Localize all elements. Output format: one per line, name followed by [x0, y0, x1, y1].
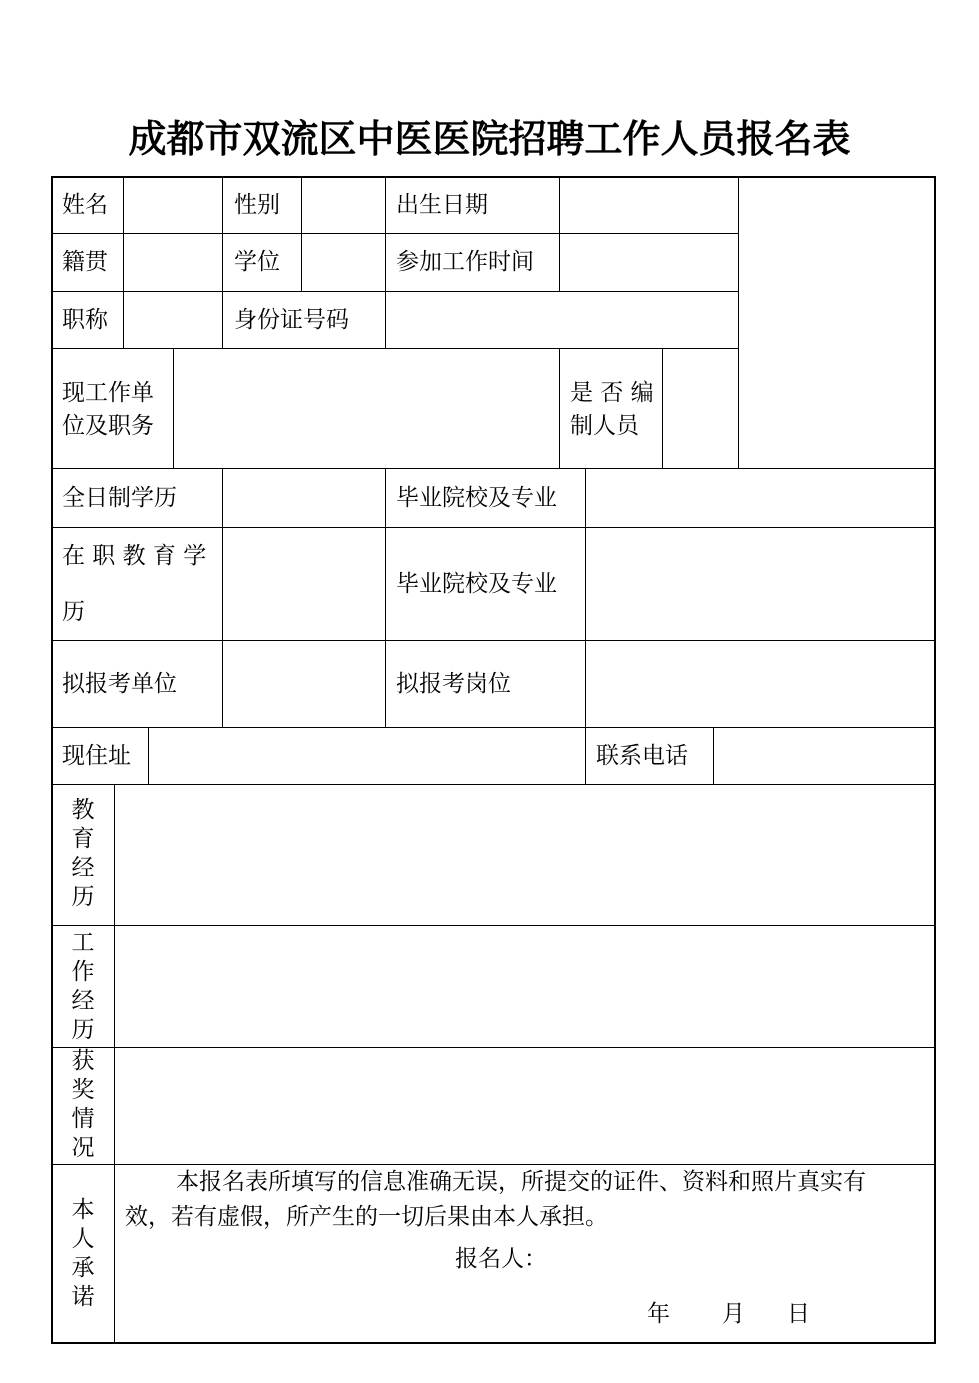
label-degree: 学位	[234, 249, 280, 275]
table-border-bottom	[51, 1342, 936, 1344]
name-field[interactable]	[124, 178, 222, 233]
label-birth-date: 出生日期	[396, 192, 488, 218]
title-rank-field[interactable]	[124, 292, 222, 348]
school-major-2-field[interactable]	[586, 528, 934, 640]
staff-field[interactable]	[663, 349, 738, 468]
label-staff-line1: 是 否 编	[570, 380, 654, 406]
label-id-number: 身份证号码	[234, 307, 349, 333]
label-school-major-2: 毕业院校及专业	[396, 571, 557, 597]
label-apply-unit: 拟报考单位	[62, 671, 177, 697]
label-school-major-1: 毕业院校及专业	[396, 485, 557, 511]
school-major-1-field[interactable]	[586, 469, 934, 527]
phone-field[interactable]	[714, 728, 934, 784]
label-work-start: 参加工作时间	[396, 249, 534, 275]
pledge-signer: 报名人：	[455, 1246, 547, 1272]
label-name: 姓名	[62, 192, 108, 218]
label-education-history: 教育经历	[71, 797, 95, 910]
work-start-field[interactable]	[560, 234, 738, 291]
label-title-rank: 职称	[62, 307, 108, 333]
label-pledge: 本人承诺	[71, 1197, 95, 1310]
inservice-edu-field[interactable]	[223, 528, 385, 640]
birth-date-field[interactable]	[560, 178, 738, 233]
work-history-field[interactable]	[115, 926, 934, 1047]
degree-field[interactable]	[302, 234, 385, 291]
col-line	[222, 176, 223, 348]
form-title: 成都市双流区中医医院招聘工作人员报名表	[128, 117, 851, 161]
table-border-right	[934, 176, 936, 1344]
label-address: 现住址	[62, 743, 131, 769]
native-place-field[interactable]	[124, 234, 222, 291]
label-current-unit-line2: 位及职务	[62, 413, 154, 439]
address-field[interactable]	[149, 728, 585, 784]
label-phone: 联系电话	[596, 743, 688, 769]
fulltime-edu-field[interactable]	[223, 469, 385, 527]
pledge-text-line1: 本报名表所填写的信息准确无误，所提交的证件、资料和照片真实有	[176, 1169, 866, 1195]
pledge-date-year: 年	[647, 1301, 670, 1327]
label-inservice-edu-line2: 历	[62, 599, 85, 625]
label-awards: 获奖情况	[71, 1048, 95, 1161]
label-staff-line2: 制人员	[570, 413, 639, 439]
education-history-field[interactable]	[115, 785, 934, 925]
pledge-date-month: 月	[722, 1301, 745, 1327]
gender-field[interactable]	[302, 178, 385, 233]
label-current-unit-line1: 现工作单	[62, 380, 154, 406]
current-unit-field[interactable]	[174, 349, 559, 468]
row-line	[51, 1164, 936, 1165]
pledge-text-line2: 效，若有虚假，所产生的一切后果由本人承担。	[125, 1204, 608, 1230]
col-line	[559, 348, 560, 468]
label-work-history: 工作经历	[71, 930, 95, 1043]
col-line	[385, 468, 386, 727]
photo-area[interactable]	[739, 178, 934, 468]
label-inservice-edu-line1: 在 职 教 育 学	[62, 543, 207, 569]
awards-field[interactable]	[115, 1048, 934, 1164]
label-apply-post: 拟报考岗位	[396, 671, 511, 697]
label-gender: 性别	[234, 192, 280, 218]
label-fulltime-edu: 全日制学历	[62, 485, 177, 511]
col-line	[585, 727, 586, 784]
label-native-place: 籍贯	[62, 249, 108, 275]
apply-unit-field[interactable]	[223, 641, 385, 727]
apply-post-field[interactable]	[586, 641, 934, 727]
pledge-date-day: 日	[787, 1301, 810, 1327]
id-number-field[interactable]	[386, 292, 738, 348]
table-border-left	[51, 176, 53, 1344]
